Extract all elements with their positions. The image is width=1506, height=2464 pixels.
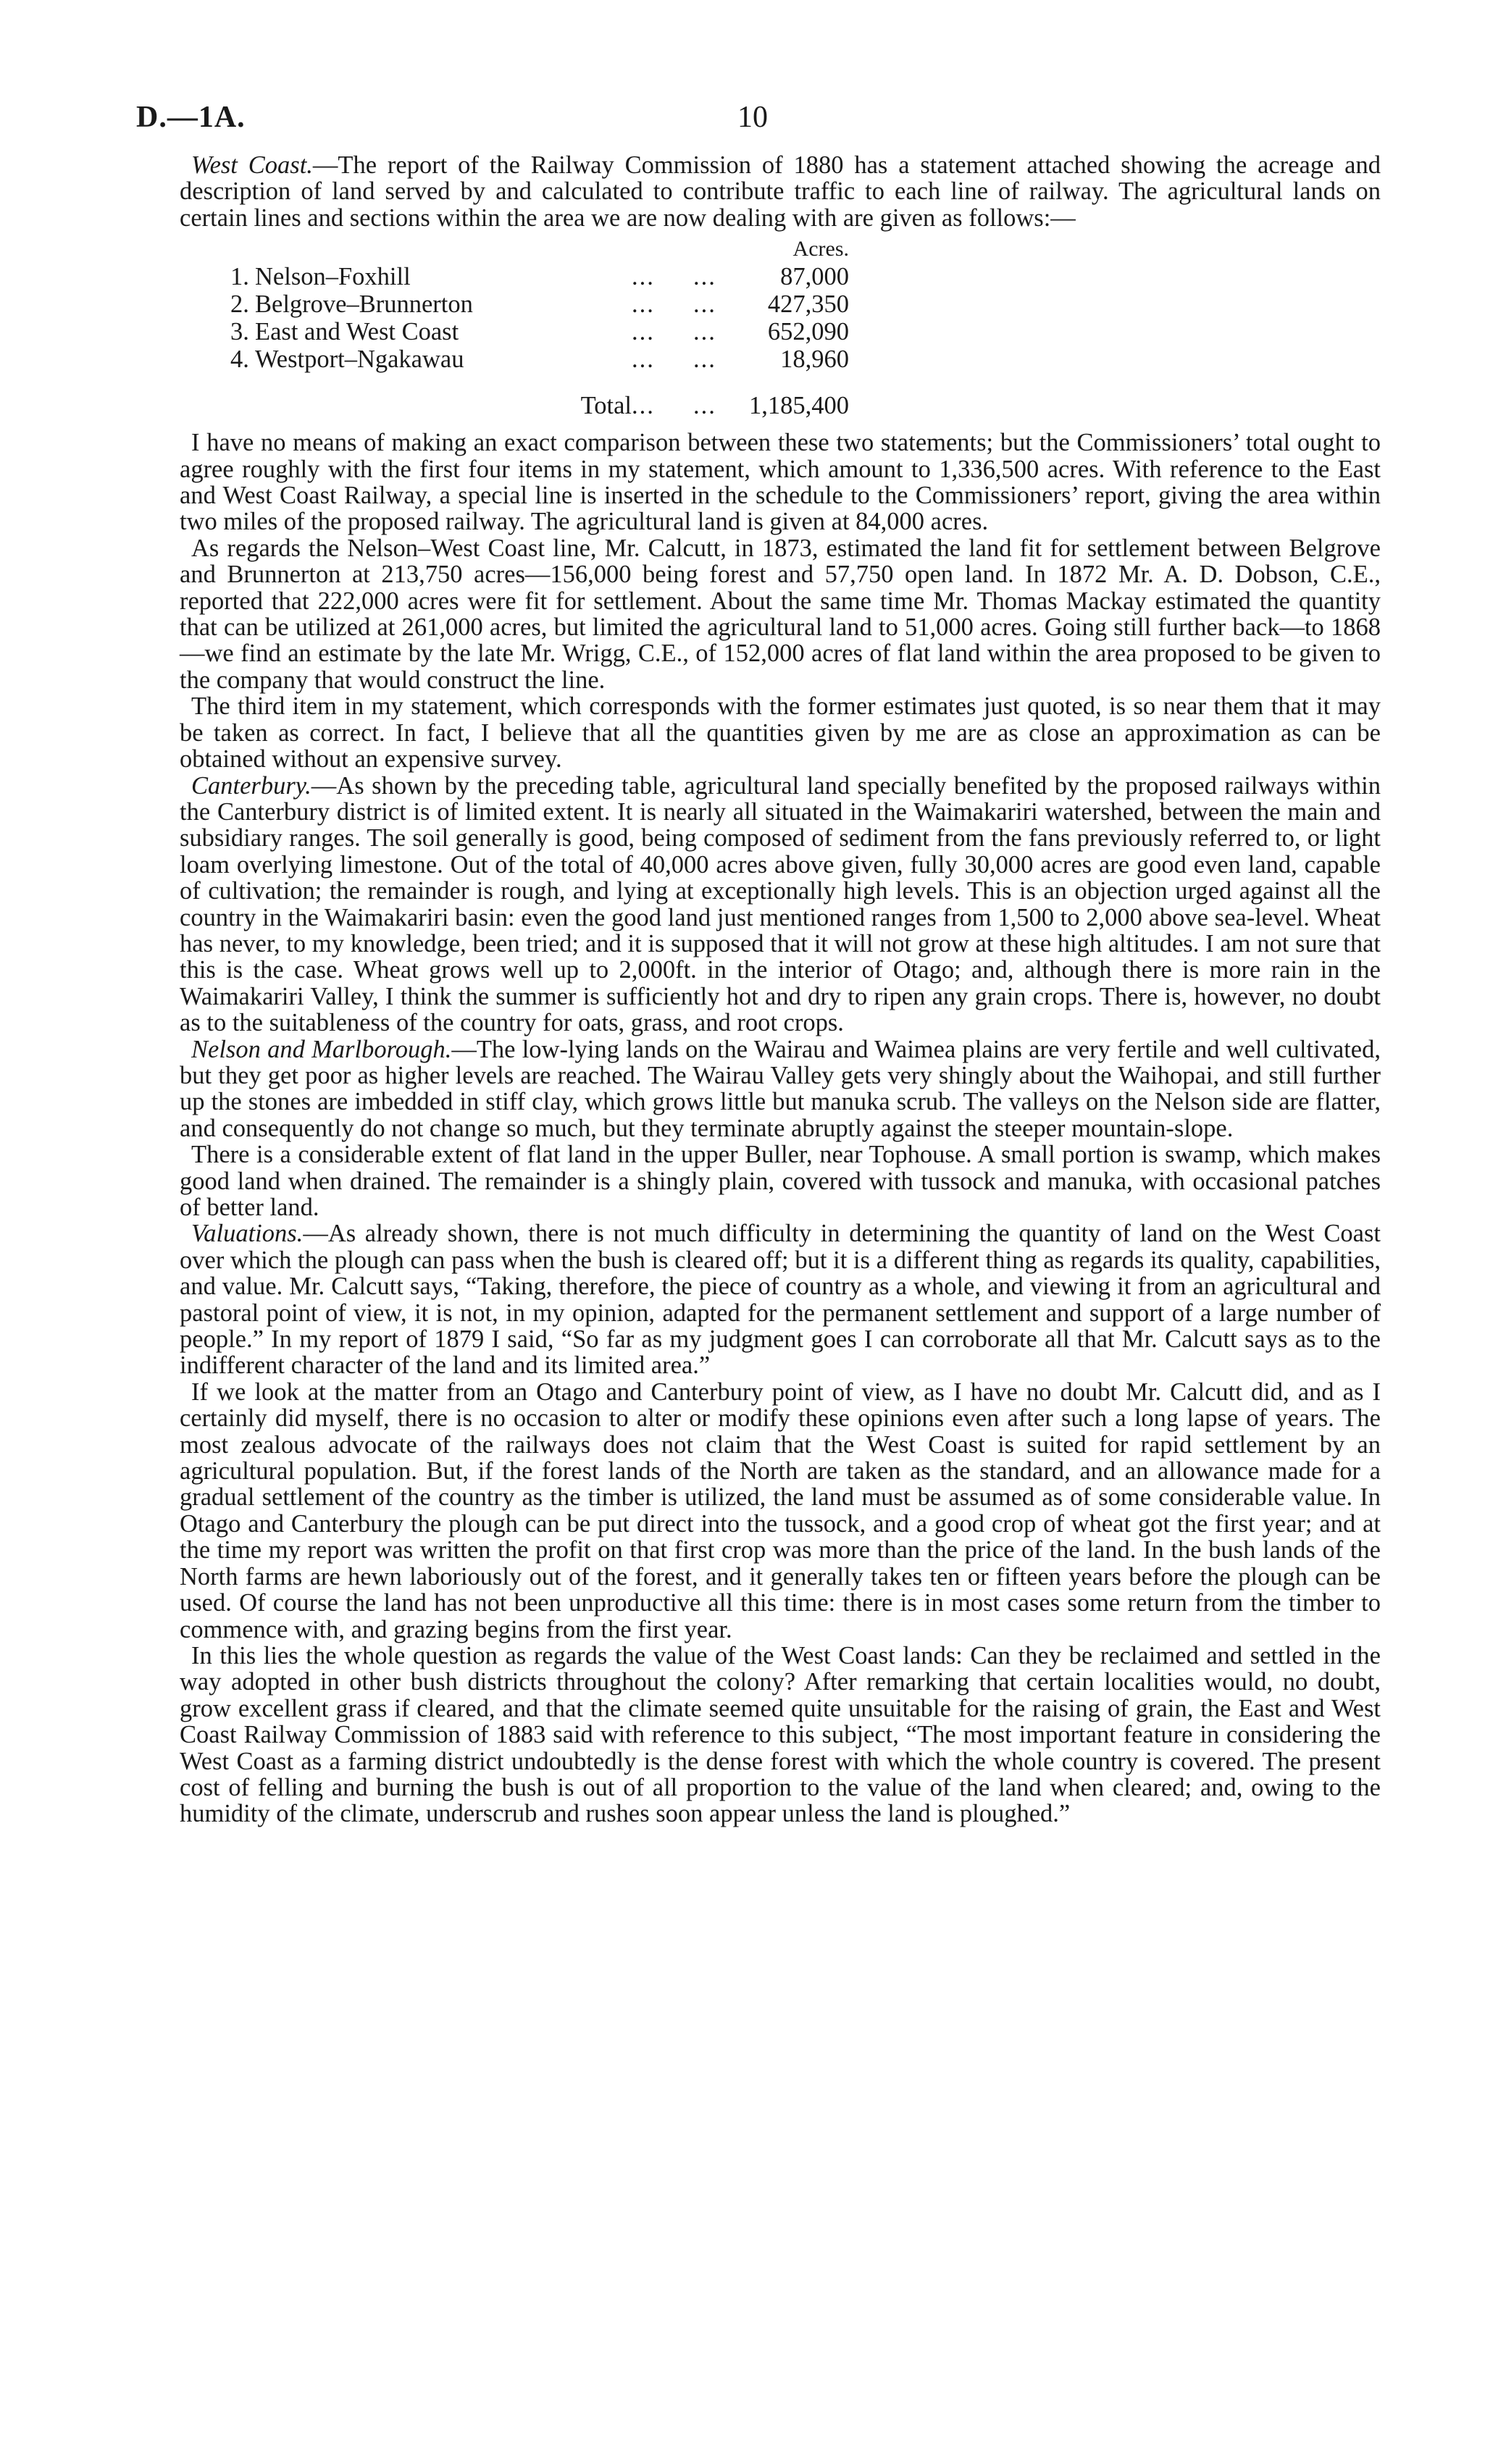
paragraph-canterbury xyxy=(180,773,1381,1036)
row-name-text: Belgrove–Brunnerton xyxy=(255,290,473,319)
intro-paragraph xyxy=(180,152,1381,231)
acreage-table xyxy=(230,235,849,419)
row-name-text: East and West Coast xyxy=(255,318,459,346)
paragraph-otago-canterbury: If we look at the matter from an Otago and Canterbury point of view, as I have no doubt Mr. Calcutt did, and as I certainly did myself, there is no occasion to alter or modify these opinions even after such a long lapse of years. The most zealous advocate of the railways does not claim that the West Coast is suited for rapid settlement by an agricultural population. But, if the forest lands of the North are taken as the standard, and an allowance made for a gradual settlement of the country as the timber is utilized, the land must be assumed as of some considerable value. In Otago and Canterbury the plough can be put direct into the tussock, and a good crop of wheat got the first year; and at the time my report was written the profit on that first crop was more than the price of the land. In the bush lands of the North farms are hewn laboriously out of the forest, and it generally takes ten or fifteen years before the plough can be used. Of course the land has not been unproductive all this time: there is in most cases some return from the timber to commence with, and grazing begins from the first year. xyxy=(180,1378,1381,1643)
leader-dots: ... ... xyxy=(632,263,716,291)
paragraph-text: —As shown by the preceding table, agricultural land specially benefited by the proposed railways within the Canterbury district is of limited extent. It is nearly all situated in the Waimakariri watershed, between the main and subsidiary ranges. The soil generally is good, being composed of sediment from the fans previously referred to, or light loam overlying limestone. Out of the total of 40,000 acres above given, fully 30,000 acres are good even land, capable of cultivation; the remainder is rough, and lying at exceptionally high levels. This is an objection urged against all the country in the Waimakariri basin: even the good land just mentioned ranges from 1,500 to 2,000 above sea-level. Wheat has never, to my knowledge, been tried; and it is supposed that it will not grow at these high altitudes. I am not sure that this is the case. Wheat grows well up to 2,000ft. in the interior of Otago; and, although there is more rain in the Waimakariri Valley, I think the summer is sufficiently hot and dry to ripen any grain crops. There is, however, no doubt as to the suitableness of the country for oats, grass, and root crops. xyxy=(180,771,1381,1037)
row-number: 1. xyxy=(230,263,249,291)
row-name xyxy=(255,318,632,345)
table-row xyxy=(230,290,849,318)
row-name-text: Nelson–Foxhill xyxy=(255,263,411,291)
paragraph-nelson-west-coast: As regards the Nelson–West Coast line, Mr. Calcutt, in 1873, estimated the land fit for settlement between Belgrove and Brunnerton at 213,750 acres—156,000 being forest and 57,750 open land. In 1872 Mr. A. D. Dobson, C.E., reported that 222,000 acres were fit for settlement. About the same time Mr. Thomas Mackay estimated the quantity that can be utilized at 261,000 acres, but limited the agricultural land to 51,000 acres. Going still further back—to 1868—we find an estimate by the late Mr. Wrigg, C.E., of 152,000 acres of flat land within the area proposed to be given to the company that would construct the line. xyxy=(180,534,1381,694)
row-name xyxy=(255,263,632,290)
row-value: 18,960 xyxy=(780,345,849,374)
section-heading-west-coast: West Coast. xyxy=(191,151,313,179)
document-page xyxy=(136,87,1381,1828)
page-header xyxy=(136,87,1381,152)
row-number: 2. xyxy=(230,290,249,319)
table-total-row xyxy=(230,373,849,419)
row-value: 427,350 xyxy=(767,290,849,319)
paragraph-upper-buller: There is a considerable extent of flat land in the upper Buller, near Tophouse. A small portion is swamp, which makes good land when drained. The remainder is a shingly plain, covered with tussock and manuka, with occasional patches of better land. xyxy=(180,1141,1381,1221)
row-number: 3. xyxy=(230,318,249,346)
section-heading-valuations: Valuations. xyxy=(191,1220,304,1248)
paragraph-text: —As already shown, there is not much difficulty in determining the quantity of land on the West Coast over which the plough can pass when the bush is cleared off; but it is a different thing as regards its quality, capabilities, and value. Mr. Calcutt says, “Taking, therefore, the piece of country as a whole, and viewing it from an agricultural and pastoral point of view, it is not, in my opinion, adapted for the permanent settlement and support of a large number of people.” In my report of 1879 I said, “So far as my judgment goes I can corroborate all that Mr. Calcutt says as to the indifferent character of the land and its limited area.” xyxy=(180,1220,1381,1380)
row-name-text: Westport–Ngakawau xyxy=(255,345,464,374)
table-unit-row xyxy=(230,235,849,263)
paragraph-third-item: The third item in my statement, which corresponds with the former estimates just quoted, is so near them that it may be taken as correct. In fact, I believe that all the quantities given by me are as close an approximation as can be obtained without an expensive survey. xyxy=(180,692,1381,774)
intro-text: —The report of the Railway Commission of 1880 has a statement attached showing the acreage and description of land served by and calculated to contribute traffic to each line of railway. The agricultural lands on certain lines and sections within the area we are now dealing with are given as follows:— xyxy=(180,151,1381,232)
section-heading-nelson-marlborough: Nelson and Marlborough. xyxy=(191,1035,452,1063)
section-heading-canterbury: Canterbury. xyxy=(191,771,311,800)
row-value: 87,000 xyxy=(780,263,849,291)
leader-dots: ... ... xyxy=(632,318,716,346)
leader-dots: ... ... xyxy=(632,290,716,319)
paragraph-text: —The low-lying lands on the Wairau and Waimea plains are very fertile and well cultivated, but they get poor as higher levels are reached. The Wairau Valley gets very shingly about the Waihopai, and still further up the stones are imbedded in stiff clay, which grows little but manuka scrub. The valleys on the Nelson side are flatter, and consequently do not change so much, but they terminate abruptly against the steeper mountain-slope. xyxy=(180,1035,1381,1142)
paragraph-nelson-marlborough xyxy=(180,1036,1381,1142)
paragraph-valuations xyxy=(180,1220,1381,1378)
total-value: 1,185,400 xyxy=(749,392,849,420)
leader-dots: ... ... xyxy=(632,345,716,374)
paragraph-whole-question: In this lies the whole question as regards the value of the West Coast lands: Can they be reclaimed and settled in the way adopted in other bush districts throughout the colony? After remarking that certain localities would, no doubt, grow excellent grass if cleared, and that the climate seemed quite unsuitable for the raising of grain, the East and West Coast Railway Commission of 1883 said with reference to this subject, “The most important feature in considering the West Coast as a farming district undoubtedly is the dense forest with which the whole country is covered. The present cost of felling and burning the bush is out of all proportion to the value of the land when cleared; and, owing to the humidity of the climate, underscrub and rushes soon appear unless the land is ploughed.” xyxy=(180,1641,1381,1828)
total-label: Total xyxy=(580,392,632,420)
table-row xyxy=(230,263,849,290)
row-value: 652,090 xyxy=(767,318,849,346)
table-row xyxy=(230,318,849,345)
row-number: 4. xyxy=(230,345,249,374)
row-name xyxy=(255,345,632,373)
table-unit-label: Acres. xyxy=(792,237,849,261)
row-name xyxy=(255,290,632,318)
table-row xyxy=(230,345,849,373)
leader-dots: ... ... xyxy=(632,392,716,420)
page-number: 10 xyxy=(737,101,768,134)
paragraph-comparison: I have no means of making an exact comparison between these two statements; but the Commissioners’ total ought to agree roughly with the first four items in my statement, which amount to 1,336,500 acres. With reference to the East and West Coast Railway, a special line is inserted in the schedule to the Commissioners’ report, giving the area within two miles of the proposed railway. The agricultural land is given at 84,000 acres. xyxy=(180,429,1381,536)
document-reference: D.—1A. xyxy=(136,101,246,134)
